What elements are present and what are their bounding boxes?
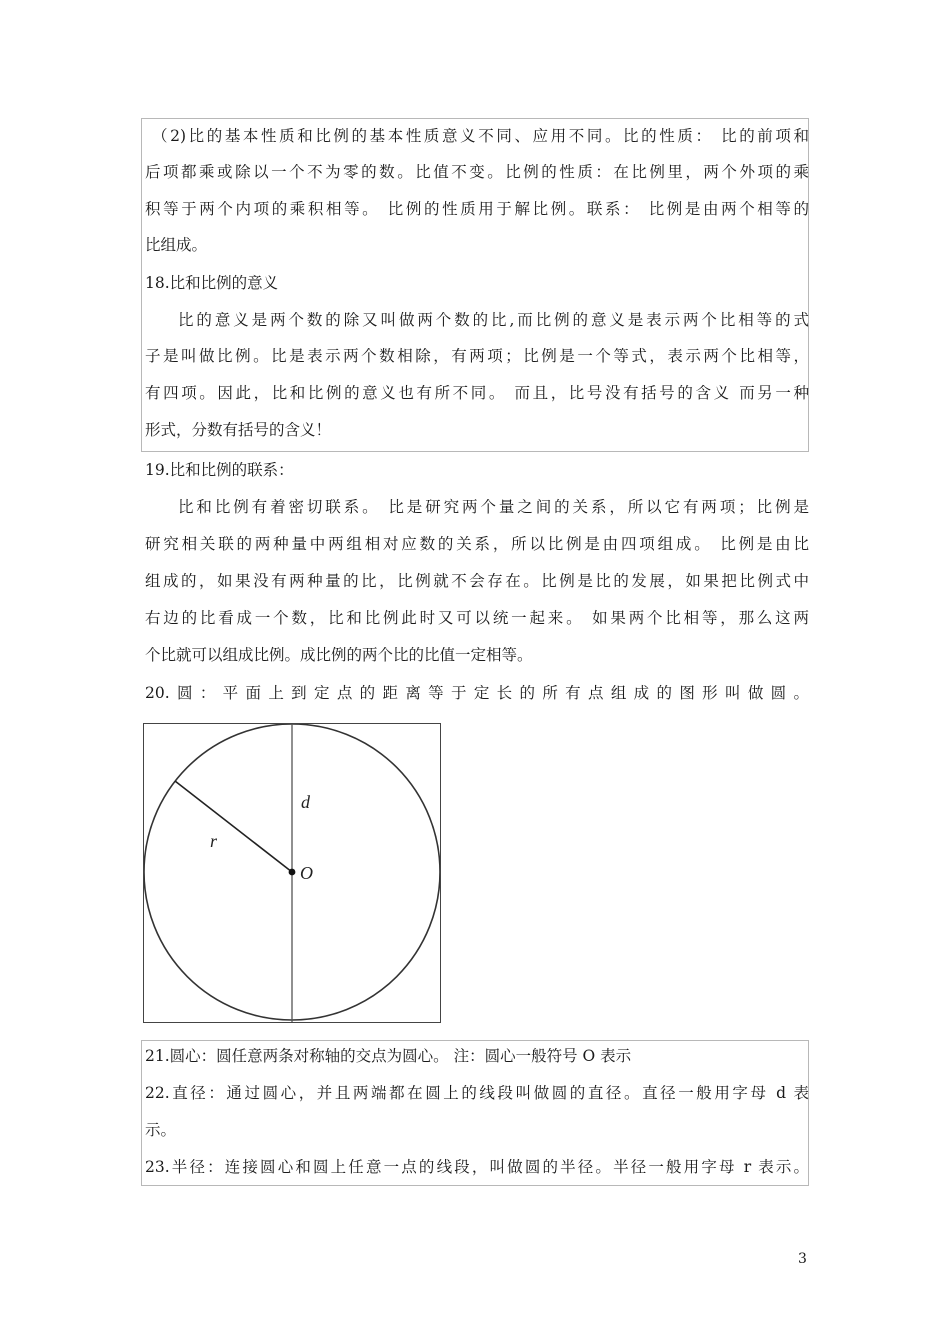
paragraph-line: 后项都乘或除以一个不为零的数。比值不变。比例的性质：在比例里，两个外项的乘 bbox=[145, 163, 809, 181]
paragraph-line: 研究相关联的两种量中两组相对应数的关系，所以比例是由四项组成。 比例是由比 bbox=[145, 535, 809, 553]
paragraph-line: （2)比的基本性质和比例的基本性质意义不同、应用不同。比的性质： 比的前项和 bbox=[152, 127, 809, 145]
paragraph-line: 个比就可以组成比例。成比例的两个比的比值一定相等。 bbox=[145, 646, 533, 664]
label-r: r bbox=[210, 831, 218, 851]
page-number: 3 bbox=[798, 1251, 807, 1267]
label-d: d bbox=[301, 792, 310, 812]
paragraph-line: 积等于两个内项的乘积相等。 比例的性质用于解比例。联系： 比例是由两个相等的 bbox=[145, 200, 809, 218]
paragraph-line: 比的意义是两个数的除又叫做两个数的比,而比例的意义是表示两个比相等的式 bbox=[178, 311, 809, 329]
paragraph-line: 比组成。 bbox=[145, 236, 208, 254]
center-point bbox=[289, 869, 296, 876]
section-heading-18: 18.比和比例的意义 bbox=[145, 274, 279, 292]
definition-line: 23.半径：连接圆心和圆上任意一点的线段，叫做圆的半径。半径一般用字母 r 表示。 bbox=[145, 1158, 809, 1176]
circle-diagram bbox=[143, 723, 441, 1023]
section-20-definition: 20.圆：平面上到定点的距离等于定长的所有点组成的图形叫做圆。 bbox=[145, 684, 809, 702]
label-o: O bbox=[300, 863, 313, 883]
paragraph-line: 右边的比看成一个数，比和比例此时又可以统一起来。 如果两个比相等，那么这两 bbox=[145, 609, 809, 627]
paragraph-line: 子是叫做比例。比是表示两个数相除，有两项；比例是一个等式，表示两个比相等， bbox=[145, 347, 809, 365]
radius-line bbox=[175, 781, 292, 872]
definition-line: 22.直径：通过圆心，并且两端都在圆上的线段叫做圆的直径。直径一般用字母 d 表 bbox=[145, 1084, 809, 1102]
paragraph-line: 有四项。因此，比和比例的意义也有所不同。 而且，比号没有括号的含义 而另一种 bbox=[145, 384, 809, 402]
definition-line: 21.圆心：圆任意两条对称轴的交点为圆心。 注：圆心一般符号 O 表示 bbox=[145, 1047, 632, 1065]
section-heading-19: 19.比和比例的联系： bbox=[145, 461, 294, 479]
definition-line: 示。 bbox=[145, 1121, 177, 1139]
paragraph-line: 组成的，如果没有两种量的比，比例就不会存在。比例是比的发展，如果把比例式中 bbox=[145, 572, 809, 590]
paragraph-line: 形式，分数有括号的含义！ bbox=[145, 421, 332, 439]
paragraph-line: 比和比例有着密切联系。 比是研究两个量之间的关系，所以它有两项；比例是 bbox=[178, 498, 809, 516]
